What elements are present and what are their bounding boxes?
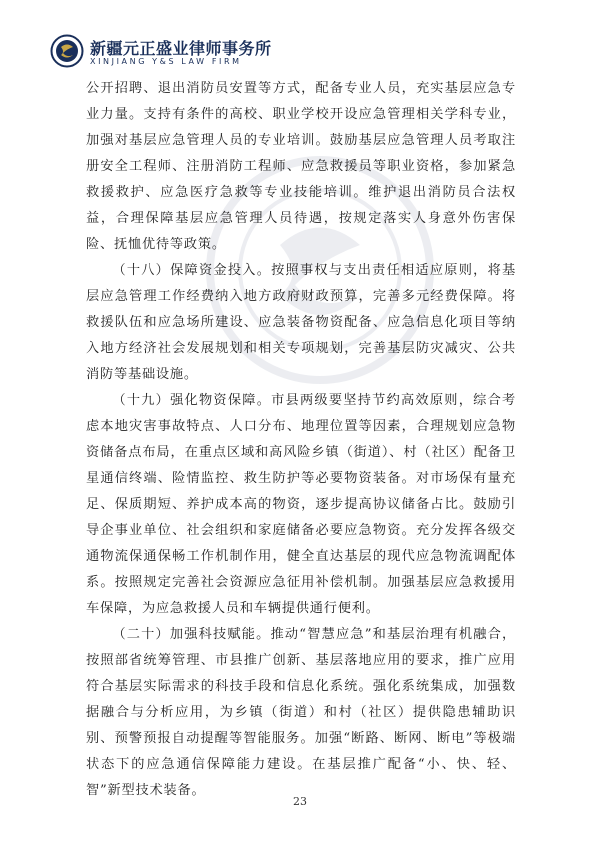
firm-name-en: XINJIANG Y&S LAW FIRM <box>90 57 242 66</box>
paragraph: 公开招聘、退出消防员安置等方式，配备专业人员，充实基层应急专业力量。支持有条件的高校、职业学校开设应急管理相关学科专业，加强对基层应急管理人员的专业培训。鼓励基层应急管理人员考取注册安全工程师、注册消防工程师、应急救援员等职业资格，参加紧急救援救护、应急医疗急救等专业技能培训。维护退出消防员合法权益，合理保障基层应急管理人员待遇，按规定落实人身意外伤害保险、抚恤优待等政策。 <box>86 81 516 252</box>
page-number: 23 <box>293 795 307 808</box>
paragraph: （十八）保障资金投入。按照事权与支出责任相适应原则，将基层应急管理工作经费纳入地方政府财政预算，完善多元经费保障。将救援队伍和应急场所建设、应急装备物资配备、应急信息化项目等纳入地方经济社会发展规划和相关专项规划，完善基层防灾减灾、公共消防等基础设施。 <box>86 263 516 382</box>
paragraph: （十九）强化物资保障。市县两级要坚持节约高效原则，综合考虑本地灾害事故特点、人口分布、地理位置等因素，合理规划应急物资储备点布局，在重点区域和高风险乡镇（街道）、村（社区）配备卫星通信终端、险情监控、救生防护等必要物资装备。对市场保有量充足、保质期短、养护成本高的物资，逐步提高协议储备占比。鼓励引导企事业单位、社会组织和家庭储备必要应急物资。充分发挥各级交通物流保通保畅工作机制作用，健全直达基层的现代应急物流调配体系。按照规定完善社会资源应急征用补偿机制。加强基层应急救援用车保障，为应急救援人员和车辆提供通行便利。 <box>86 393 516 616</box>
paragraph: （二十）加强科技赋能。推动“智慧应急”和基层治理有机融合，按照部省统筹管理、市县推广创新、基层落地应用的要求，推广应用符合基层实际需求的科技手段和信息化系统。强化系统集成，加强数据融合与分析应用，为乡镇（街道）和村（社区）提供隐患辅助识别、预警预报自动提醒等智能服务。加强“断路、断网、断电”等极端状态下的应急通信保障能力建设。在基层推广配备“小、快、轻、智”新型技术装备。 <box>86 627 516 798</box>
document-body <box>86 76 516 804</box>
firm-logo-icon <box>50 34 84 68</box>
firm-name-cn: 新疆元正盛业律师事务所 <box>90 39 272 58</box>
page-header <box>50 28 550 76</box>
